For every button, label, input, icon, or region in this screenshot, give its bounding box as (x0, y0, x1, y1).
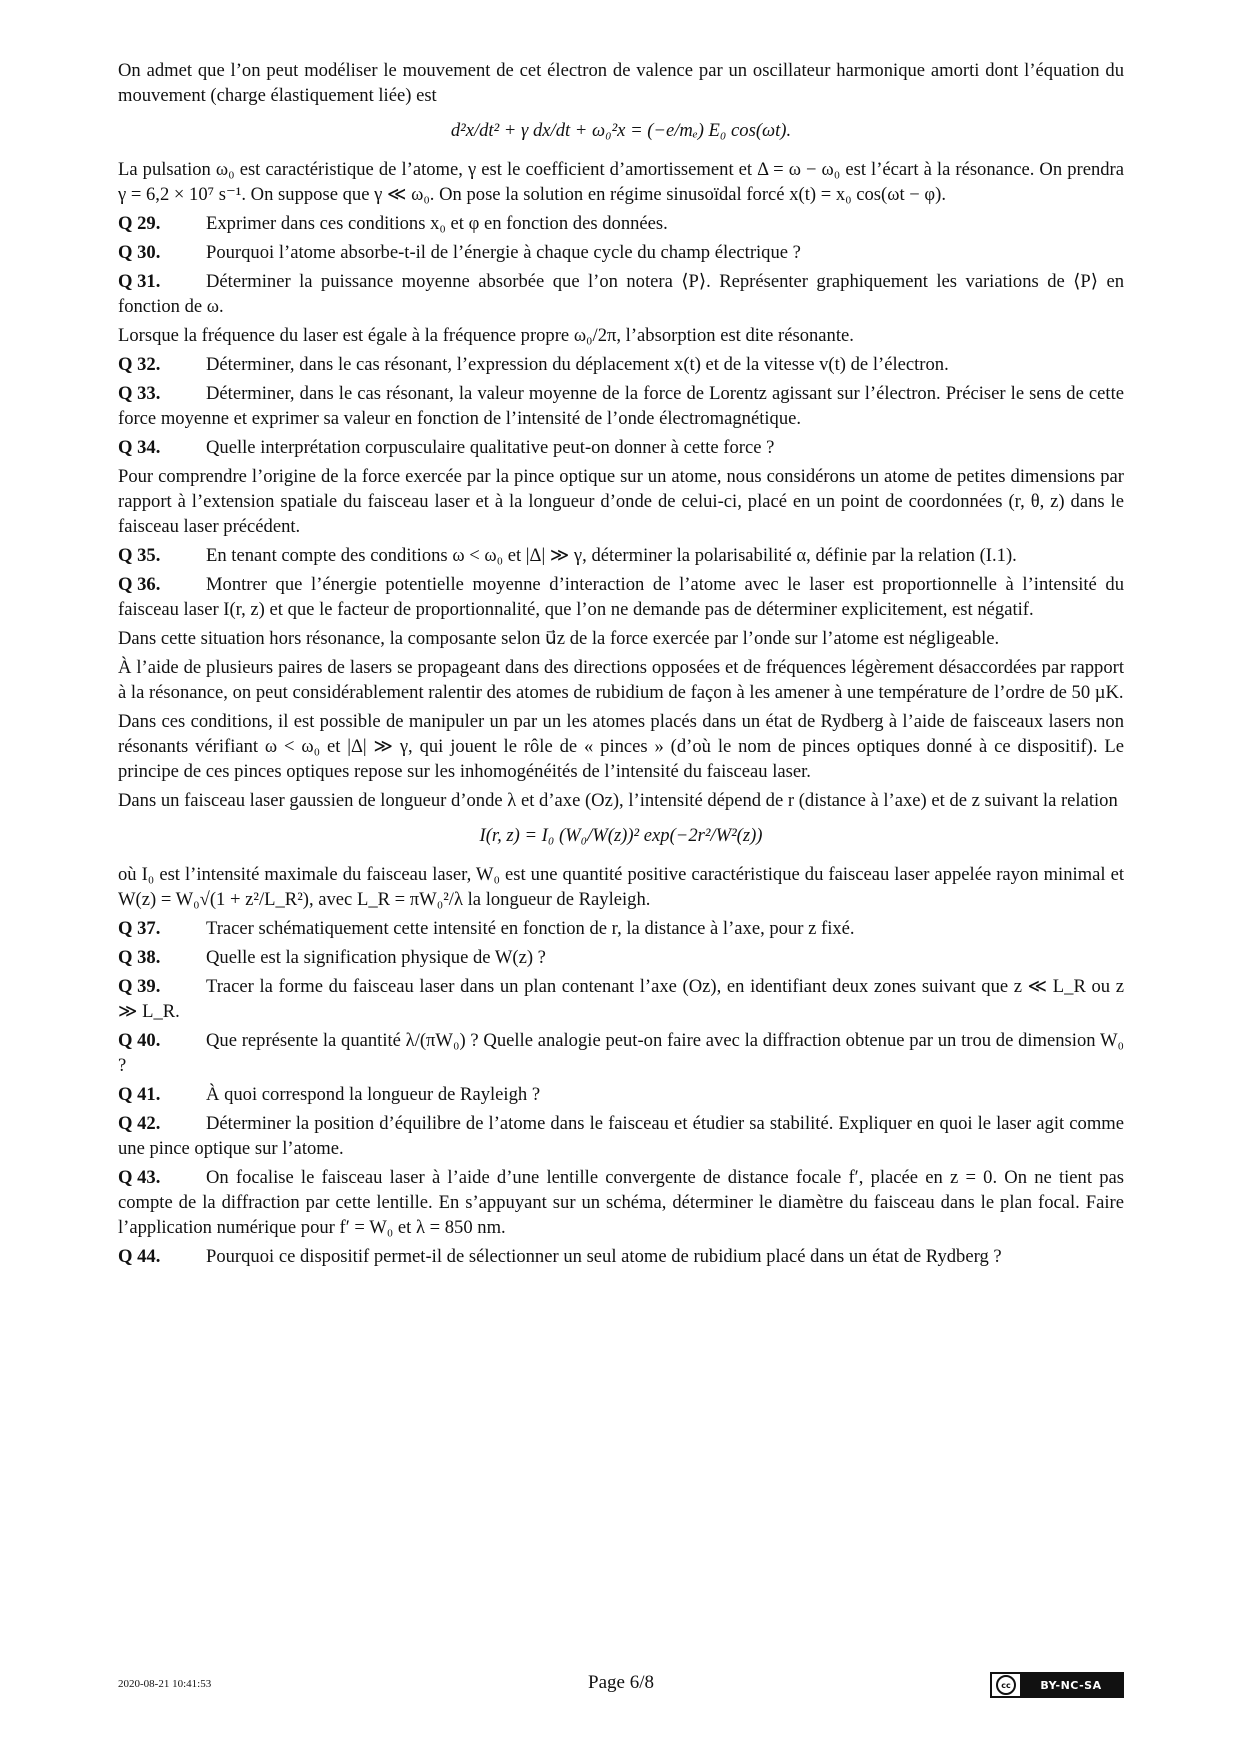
paragraph-pinces: Dans ces conditions, il est possible de manipuler un par un les atomes placés dans un état de Rydberg à l’aide de faisceaux lasers non résonants vérifiant ω < ω₀ et |Δ| ≫ γ, qui jouent le rôle de « pinces » (d’où le nom de pinces optiques donné à ce dispositif). Le principe de ces pinces optiques repose sur les inhomogénéités de l’intensité du faisceau laser. (118, 711, 1124, 782)
question-44: Q 44. Pourquoi ce dispositif permet-il de sélectionner un seul atome de rubidium placé dans un état de Rydberg ? (118, 1246, 1002, 1267)
paragraph-gaussien: Dans un faisceau laser gaussien de longueur d’onde λ et d’axe (Oz), l’intensité dépend de r (distance à l’axe) et de z suivant la relation (118, 790, 1118, 811)
question-37: Q 37. Tracer schématiquement cette intensité en fonction de r, la distance à l’axe, pour z fixé. (118, 918, 855, 939)
paragraph-pulsation: La pulsation ω₀ est caractéristique de l’atome, γ est le coefficient d’amortissement et Δ = ω − ω₀ est l’écart à la résonance. On prendra γ = 6,2 × 10⁷ s⁻¹. On suppose que γ ≪ ω₀. On pose la solution en régime sinusoïdal forcé x(t) = x₀ cos(ωt − φ). (118, 159, 1124, 205)
license-badge (990, 1672, 1124, 1698)
question-34: Q 34. Quelle interprétation corpusculaire qualitative peut-on donner à cette force ? (118, 437, 775, 458)
equation-intensity: I(r, z) = I₀ (W₀/W(z))² exp(−2r²/W²(z)) (479, 825, 763, 846)
paragraph-definitions: où I₀ est l’intensité maximale du faisceau laser, W₀ est une quantité positive caractéristique du faisceau laser appelée rayon minimal et W(z) = W₀√(1 + z²/L_R²), avec L_R = πW₀²/λ la longueur de Rayleigh. (118, 864, 1124, 910)
license-label: BY-NC-SA (1020, 1674, 1122, 1696)
equation-motion: d²x/dt² + γ dx/dt + ω₀²x = (−e/mₑ) E₀ cos(ωt). (450, 120, 792, 141)
page-number: Page 6/8 (588, 1672, 654, 1693)
paragraph-resonance: Lorsque la fréquence du laser est égale à la fréquence propre ω₀/2π, l’absorption est dite résonante. (118, 325, 854, 346)
question-41: Q 41. À quoi correspond la longueur de Rayleigh ? (118, 1084, 541, 1105)
question-33: Q 33. Déterminer, dans le cas résonant, la valeur moyenne de la force de Lorentz agissant sur l’électron. Préciser le sens de cette force moyenne et exprimer sa valeur en fonction de l’intensité de l’onde électromagnétique. (118, 383, 1124, 429)
question-32: Q 32. Déterminer, dans le cas résonant, l’expression du déplacement x(t) et de la vitesse v(t) de l’électron. (118, 354, 949, 375)
question-39: Q 39. Tracer la forme du faisceau laser dans un plan contenant l’axe (Oz), en identifiant deux zones suivant que z ≪ L_R ou z ≫ L_R. (118, 976, 1124, 1022)
paragraph-lasers: À l’aide de plusieurs paires de lasers se propageant dans des directions opposées et de fréquences légèrement désaccordées par rapport à la résonance, on peut considérablement ralentir des atomes de rubidium de façon à les amener à une température de l’ordre de 50 µK. (118, 657, 1124, 703)
question-29: Q 29. Exprimer dans ces conditions x₀ et φ en fonction des données. (118, 213, 668, 234)
question-40: Q 40. Que représente la quantité λ/(πW₀) ? Quelle analogie peut-on faire avec la diffraction obtenue par un trou de dimension W₀ ? (118, 1030, 1124, 1076)
timestamp: 2020-08-21 10:41:53 (118, 1678, 212, 1690)
question-38: Q 38. Quelle est la signification physique de W(z) ? (118, 947, 546, 968)
page-content (118, 58, 1124, 1273)
question-36: Q 36. Montrer que l’énergie potentielle moyenne d’interaction de l’atome avec le laser est proportionnelle à l’intensité du faisceau laser I(r, z) et que le facteur de proportionnalité, que l’on ne demande pas de déterminer explicitement, est négatif. (118, 574, 1124, 620)
question-35: Q 35. En tenant compte des conditions ω < ω₀ et |Δ| ≫ γ, déterminer la polarisabilité α, définie par la relation (I.1). (118, 545, 1017, 566)
cc-logo: cc (996, 1675, 1016, 1695)
paragraph-origin-force: Pour comprendre l’origine de la force exercée par la pince optique sur un atome, nous considérons un atome de petites dimensions par rapport à l’extension spatiale du faisceau laser et à la longueur d’onde de celui-ci, placé en un point de coordonnées (r, θ, z) dans le faisceau laser précédent. (118, 466, 1124, 537)
question-30: Q 30. Pourquoi l’atome absorbe-t-il de l’énergie à chaque cycle du champ électrique ? (118, 242, 801, 263)
question-43: Q 43. On focalise le faisceau laser à l’aide d’une lentille convergente de distance focale f′, placée en z = 0. On ne tient pas compte de la diffraction par cette lentille. En s’appuyant sur un schéma, déterminer le diamètre du faisceau dans le plan focal. Faire l’application numérique pour f′ = W₀ et λ = 850 nm. (118, 1167, 1124, 1238)
page-footer (118, 1672, 1124, 1702)
question-42: Q 42. Déterminer la position d’équilibre de l’atome dans le faisceau et étudier sa stabilité. Expliquer en quoi le laser agit comme une pince optique sur l’atome. (118, 1113, 1124, 1159)
question-31: Q 31. Déterminer la puissance moyenne absorbée que l’on notera ⟨P⟩. Représenter graphiquement les variations de ⟨P⟩ en fonction de ω. (118, 271, 1124, 317)
paragraph-hors-resonance: Dans cette situation hors résonance, la composante selon u⃗z de la force exercée par l’onde sur l’atome est négligeable. (118, 628, 1000, 649)
creative-commons-icon (992, 1674, 1020, 1696)
intro-paragraph: On admet que l’on peut modéliser le mouvement de cet électron de valence par un oscillateur harmonique amorti dont l’équation du mouvement (charge élastiquement liée) est (118, 60, 1124, 106)
